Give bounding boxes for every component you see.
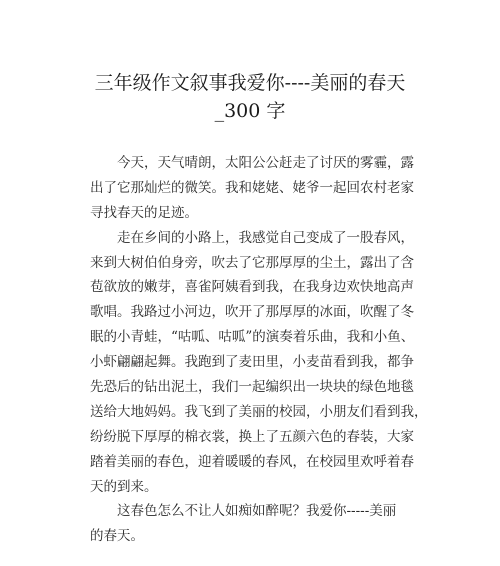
- text-line: 先恐后的钻出泥土，我们一起编织出一块块的绿色地毯: [90, 379, 414, 396]
- text-line: 出了它那灿烂的微笑。我和姥姥、姥爷一起回农村老家: [90, 179, 414, 196]
- text-line: 的春天。: [90, 528, 144, 545]
- text-line: 歌唱。我路过小河边，吹开了那厚厚的冰面，吹醒了冬: [90, 304, 414, 321]
- text-line: 小虾翩翩起舞。我跑到了麦田里，小麦苗看到我，都争: [90, 354, 414, 371]
- text-line: 天的到来。: [90, 478, 158, 495]
- text-line: 走在乡间的小路上，我感觉自己变成了一股春风，: [117, 229, 414, 246]
- text-line: 苞欲放的嫩芽，喜雀阿姨看到我，在我身边欢快地高声: [90, 279, 414, 296]
- essay-body: [90, 151, 430, 549]
- text-line: 这春色怎么不让人如痴如醉呢？我爱你-----美丽: [117, 503, 397, 520]
- document-title-line-2: _300 字: [214, 100, 286, 122]
- text-line: 纷纷脱下厚厚的棉衣裳，换上了五颜六色的春装，大家: [90, 428, 414, 445]
- document-title-line-1: 三年级作文叙事我爱你----美丽的春天: [94, 72, 406, 94]
- text-line: 眠的小青蛙，“咕呱、咕呱”的演奏着乐曲，我和小鱼、: [90, 329, 415, 346]
- text-line: 今天，天气晴朗，太阳公公赶走了讨厌的雾霾，露: [117, 155, 414, 171]
- text-line: 送给大地妈妈。我飞到了美丽的校园，小朋友们看到我，: [90, 403, 428, 420]
- text-line: 寻找春天的足迹。: [90, 204, 198, 221]
- text-line: 踏着美丽的春色，迎着暖暖的春风，在校园里欢呼着春: [90, 453, 414, 470]
- text-line: 来到大树伯伯身旁，吹去了它那厚厚的尘土，露出了含: [90, 254, 414, 271]
